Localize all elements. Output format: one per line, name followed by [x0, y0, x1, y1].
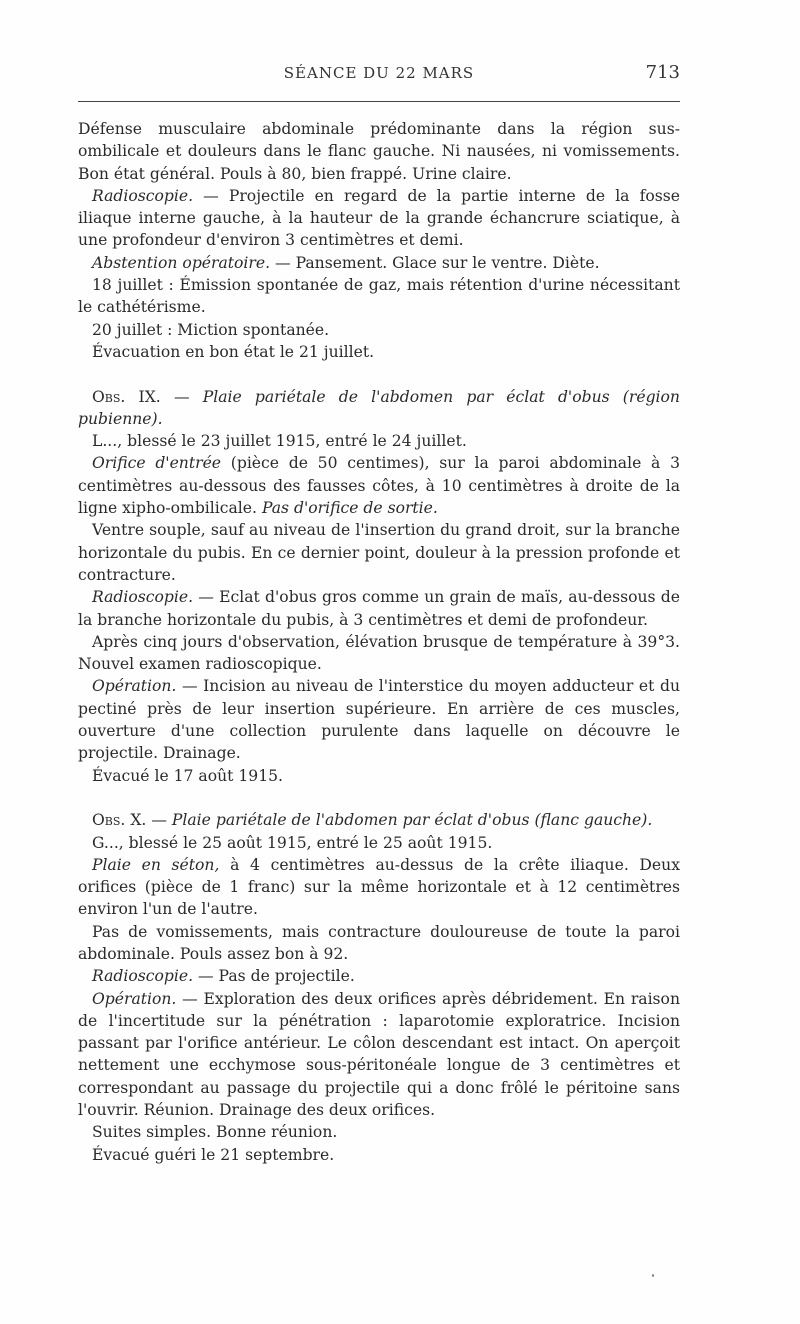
obs-x-patient [78, 832, 680, 854]
paragraph-july-18 [78, 274, 680, 319]
obs-ix-dash: — [160, 387, 203, 406]
obs-x-symptoms-text: Pas de vomissements, mais contracture douloureuse de toute la paroi abdominale. Pouls assez bon à 92. [78, 922, 680, 963]
paragraph-abstention [78, 252, 680, 274]
obs-x-symptoms [78, 921, 680, 966]
obs-ix-title: Plaie pariétale de l'abdomen par éclat d'obus (région pubienne). [78, 387, 680, 428]
obs-x-wound-text: à 4 centimètres au-dessus de la crête iliaque. Deux orifices (pièce de 1 franc) sur la même horizontale et à 12 centimètres environ l'un de l'autre. [78, 855, 680, 919]
july-20-text: 20 juillet : Miction spontanée. [92, 320, 330, 339]
paragraph-radioscopy-1 [78, 185, 680, 252]
symptoms-text: Défense musculaire abdominale prédominante dans la région sus-ombilicale et douleurs dans le flanc gauche. Ni nausées, ni vomissements. Bon état général. Pouls à 80, bien frappé. Urine claire. [78, 120, 680, 183]
obs-x-radioscopy-text: — Pas de projectile. [193, 967, 355, 986]
obs-ix-abdomen-text: Ventre souple, sauf au niveau de l'insertion du grand droit, sur la branche horizontale du pubis. En ce dernier point, douleur à la pression profonde et contracture. [78, 521, 680, 584]
obs-ix-entry-label: Orifice d'entrée [92, 454, 222, 473]
running-title: SÉANCE DU 22 MARS [283, 64, 475, 82]
obs-x-radioscopy-label: Radioscopie. [92, 967, 194, 986]
obs-x-label: Obs. X. [92, 811, 147, 830]
obs-x-operation-label: Opération. [92, 989, 177, 1008]
obs-x-dash: — [146, 811, 172, 830]
paragraph-evacuation-1 [78, 341, 680, 363]
obs-x-title: Plaie pariétale de l'abdomen par éclat d'obus (flanc gauche). [171, 811, 653, 830]
radioscopy-text: — Projectile en regard de la partie interne de la fosse iliaque interne gauche, à la hauteur de la grande échancrure sciatique, à une profondeur d'environ 3 centimètres et demi. [78, 186, 680, 250]
paragraph-symptoms [78, 118, 680, 185]
obs-ix-radioscopy-text: — Eclat d'obus gros comme un grain de maïs, au-dessous de la branche horizontale du pubis, à 3 centimètres et demi de profondeur. [78, 588, 680, 629]
obs-ix-heading [78, 386, 680, 431]
obs-x-patient-text: G..., blessé le 25 août 1915, entré le 25 août 1915. [92, 833, 493, 852]
obs-x-operation [78, 988, 680, 1122]
obs-ix-temperature [78, 631, 680, 676]
obs-ix-entry-text: (pièce de 50 centimes), sur la paroi abdominale à 3 centimètres au-dessous des fausses côtes, à 10 centimètres à droite de la ligne xipho-ombilicale. [78, 454, 680, 518]
obs-x-wound-label: Plaie en séton, [92, 855, 220, 874]
header-rule [78, 101, 680, 102]
obs-x-heading [78, 809, 680, 831]
body-text [78, 118, 680, 1166]
abstention-label: Abstention opératoire. [92, 253, 271, 272]
obs-ix-temperature-text: Après cinq jours d'observation, élévation brusque de température à 39°3. Nouvel examen radioscopique. [78, 632, 680, 674]
evacuation-1-text: Évacuation en bon état le 21 juillet. [92, 342, 375, 361]
obs-ix-radioscopy-label: Radioscopie. [92, 588, 194, 607]
obs-ix-no-exit: Pas d'orifice de sortie. [261, 499, 438, 518]
obs-x-radioscopy [78, 965, 680, 987]
obs-ix-entry-wound [78, 452, 680, 519]
running-head [78, 62, 680, 88]
obs-ix-operation-label: Opération. [92, 677, 177, 696]
obs-ix-radioscopy [78, 586, 680, 631]
obs-x-recovery [78, 1121, 680, 1143]
obs-x-evacuation-text: Évacué guéri le 21 septembre. [92, 1145, 335, 1164]
obs-ix-patient [78, 430, 680, 452]
obs-ix-evacuation [78, 765, 680, 787]
radioscopy-label: Radioscopie. [92, 186, 194, 205]
obs-ix-operation [78, 675, 680, 764]
paragraph-july-20 [78, 319, 680, 341]
obs-ix-evacuation-text: Évacué le 17 août 1915. [92, 766, 284, 785]
page-number: 713 [645, 62, 680, 83]
obs-ix-abdomen [78, 519, 680, 586]
obs-x-evacuation [78, 1144, 680, 1166]
obs-ix-label: Obs. IX. [92, 387, 161, 406]
obs-x-recovery-text: Suites simples. Bonne réunion. [92, 1123, 338, 1142]
obs-x-operation-text: — Exploration des deux orifices après débridement. En raison de l'incertitude sur la pénétration : laparotomie exploratrice. Incision passant par l'orifice antérieur. Le côlon descendant est intact. On aperçoit nettement une ecchymose sous-péritonéale longue de 3 centimètres et correspondant au passage du projectile qui a donc frôlé le péritoine sans l'ouvrir. Réunion. Drainage des deux orifices. [78, 989, 680, 1120]
obs-x-wound [78, 854, 680, 921]
obs-ix-patient-text: L..., blessé le 23 juillet 1915, entré le 24 juillet. [92, 432, 467, 451]
abstention-text: — Pansement. Glace sur le ventre. Diète. [270, 253, 600, 272]
paper-speck [652, 1274, 654, 1277]
obs-ix-operation-text: — Incision au niveau de l'interstice du moyen adducteur et du pectiné près de leur insertion supérieure. En arrière de ces muscles, ouverture d'une collection purulente dans laquelle on découvre le projectile. Drainage. [78, 677, 680, 763]
july-18-text: 18 juillet : Émission spontanée de gaz, mais rétention d'urine nécessitant le cathétérisme. [78, 276, 680, 317]
